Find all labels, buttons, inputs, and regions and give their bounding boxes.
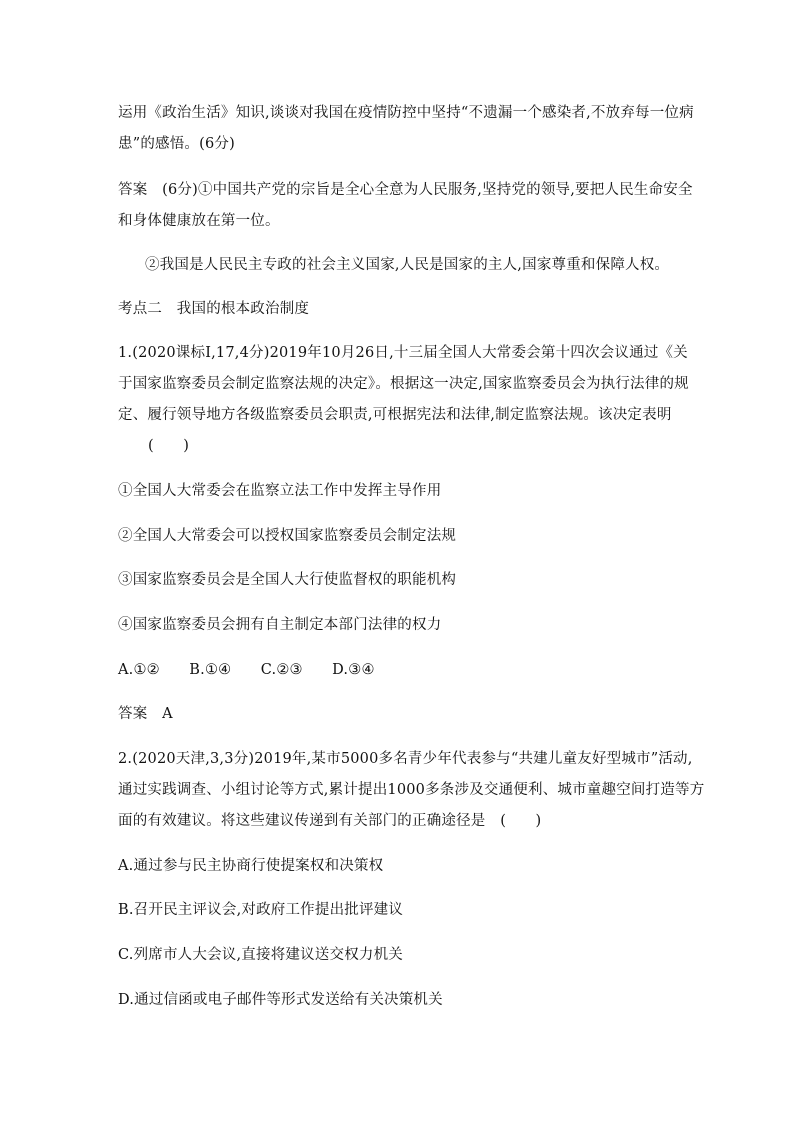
question-2-line-2: 通过实践调查、小组讨论等方式,累计提出1000多条涉及交通便利、城市童趣空间打造等方 [118, 782, 705, 798]
question-1-line-2: 于国家监察委员会制定监察法规的决定》。根据这一决定,国家监察委员会为执行法律的规 [118, 376, 689, 392]
question-1-answer: 答案 A [118, 706, 173, 722]
answer-intro-line-3: ②我国是人民民主专政的社会主义国家,人民是国家的主人,国家尊重和保障人权。 [145, 257, 670, 273]
question-2-line-3: 面的有效建议。将这些建议传递到有关部门的正确途径是 ( ) [118, 813, 542, 829]
question-2-option-c: C.列席市人大会议,直接将建议送交权力机关 [118, 947, 403, 963]
answer-intro-line-2: 和身体健康放在第一位。 [118, 213, 280, 229]
section-title: 考点二 我国的根本政治制度 [118, 301, 310, 317]
question-2-option-a: A.通过参与民主协商行使提案权和决策权 [118, 858, 384, 874]
question-2-line-1: 2.(2020天津,3,3分)2019年,某市5000多名青少年代表参与“共建儿童友好型城市”活动, [118, 751, 693, 767]
question-1-answer-blank: ( ) [148, 438, 190, 454]
question-1-option-1: ①全国人大常委会在监察立法工作中发挥主导作用 [118, 483, 442, 499]
question-intro-line-1: 运用《政治生活》知识,谈谈对我国在疫情防控中坚持“不遗漏一个感染者,不放弃每一位病 [118, 105, 694, 121]
question-1-choices: A.①② B.①④ C.②③ D.③④ [118, 662, 375, 678]
question-1-line-1: 1.(2020课标Ⅰ,17,4分)2019年10月26日,十三届全国人大常委会第十四次会议通过《关 [118, 345, 688, 361]
question-2-option-b: B.召开民主评议会,对政府工作提出批评建议 [118, 902, 404, 918]
answer-intro-line-1: 答案 (6分)①中国共产党的宗旨是全心全意为人民服务,坚持党的领导,要把人民生命安全 [118, 182, 693, 198]
question-intro-line-2: 患”的感悟。(6分) [118, 136, 235, 152]
question-1-option-2: ②全国人大常委会可以授权国家监察委员会制定法规 [118, 528, 457, 544]
question-1-option-4: ④国家监察委员会拥有自主制定本部门法律的权力 [118, 617, 442, 633]
question-1-option-3: ③国家监察委员会是全国人大行使监督权的职能机构 [118, 572, 457, 588]
question-1-line-3: 定、履行领导地方各级监察委员会职责,可根据宪法和法律,制定监察法规。该决定表明 [118, 407, 672, 423]
question-2-option-d: D.通过信函或电子邮件等形式发送给有关决策机关 [118, 992, 443, 1008]
